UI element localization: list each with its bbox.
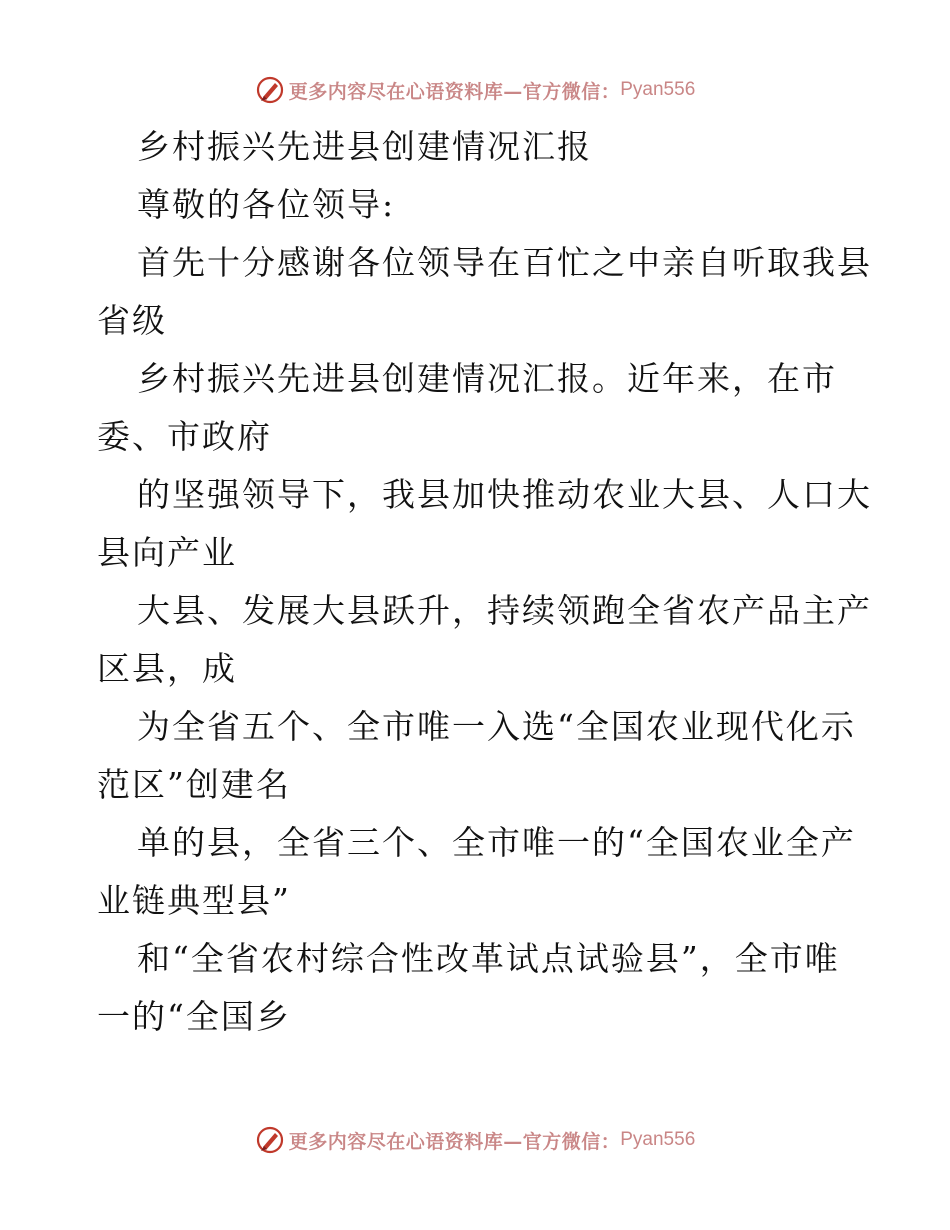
document-line: 单的县，全省三个、全市唯一的“全国农业全产 [137, 823, 856, 862]
document-line: 为全省五个、全市唯一入选“全国农业现代化示 [137, 707, 856, 746]
header-watermark-text: 更多内容尽在心语资料库—官方微信： [288, 80, 621, 103]
document-line: 业链典型县” [97, 881, 291, 920]
document-line: 乡村振兴先进县创建情况汇报 [137, 127, 592, 166]
document-line: 委、市政府 [97, 417, 272, 456]
footer-watermark-handle: Pyan556 [620, 1129, 696, 1150]
document-line: 区县，成 [97, 649, 237, 688]
document-line: 首先十分感谢各位领导在百忙之中亲自听取我县 [137, 243, 872, 282]
document-line: 和“全省农村综合性改革试点试验县”，全市唯 [137, 939, 840, 978]
footer-watermark-text: 更多内容尽在心语资料库—官方微信： [288, 1130, 621, 1153]
footer-watermark [0, 1120, 950, 1160]
document-line: 县向产业 [97, 533, 237, 572]
document-body [97, 118, 872, 1046]
header-watermark [0, 70, 950, 110]
document-line: 范区”创建名 [97, 765, 291, 804]
document-line: 一的“全国乡 [97, 997, 291, 1036]
header-watermark-handle: Pyan556 [620, 79, 696, 100]
document-line: 尊敬的各位领导: [137, 185, 396, 224]
document-line: 的坚强领导下，我县加快推动农业大县、人口大 [137, 475, 872, 514]
document-line: 大县、发展大县跃升，持续领跑全省农产品主产 [137, 591, 872, 630]
pen-logo-icon [255, 1125, 285, 1155]
pen-logo-icon [255, 75, 285, 105]
document-line: 省级 [97, 301, 167, 340]
document-line: 乡村振兴先进县创建情况汇报。近年来，在市 [137, 359, 837, 398]
